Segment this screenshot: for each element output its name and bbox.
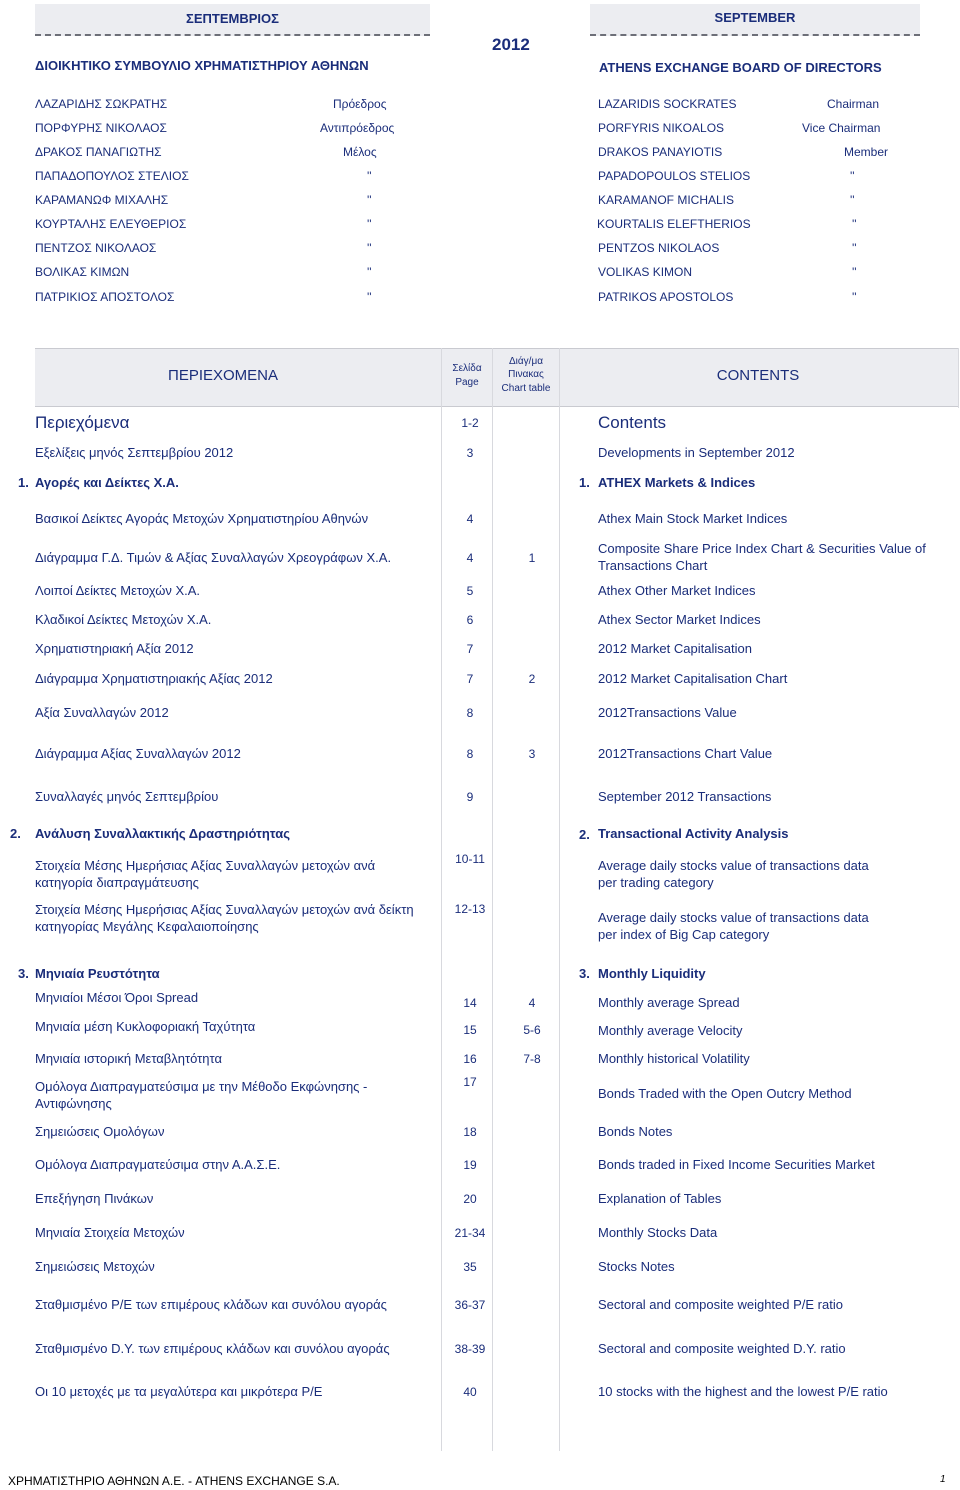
toc-row-gr: Στοιχεία Μέσης Ημερήσιας Αξίας Συναλλαγών μετοχών ανά κατηγορία διαπραγμάτευσης — [35, 858, 376, 890]
board-name-en: DRAKOS PANAYIOTIS — [598, 145, 723, 159]
board-role-en: Vice Chairman — [802, 121, 881, 135]
board-role-gr: Μέλος — [343, 145, 377, 159]
toc-row-chart: 5-6 — [523, 1023, 541, 1037]
board-role-en: Chairman — [827, 97, 880, 111]
toc-row-page: 16 — [463, 1052, 477, 1066]
board-name-gr: ΚΑΡΑΜΑΝΩΦ ΜΙΧΑΛΗΣ — [35, 193, 169, 207]
board-role-en: '' — [850, 193, 855, 207]
toc-row-gr: Ομόλογα Διαπραγματεύσιμα με την Μέθοδο Εκφώνησης - Αντιφώνησης — [35, 1079, 368, 1111]
section-title-gr: Αγορές και Δείκτες Χ.Α. — [35, 475, 179, 490]
toc-title-gr: ΠΕΡΙΕΧΟΜΕΝΑ — [167, 367, 279, 384]
toc-row-gr: Μηνιαία μέση Κυκλοφοριακή Ταχύτητα — [35, 1019, 256, 1034]
toc-row-gr: Αξία Συναλλαγών 2012 — [35, 705, 169, 720]
board-role-gr: '' — [367, 241, 372, 255]
toc-row-en: Composite Share Price Index Chart & Securities Value of Transactions Chart — [598, 541, 926, 573]
toc-row-en: Monthly historical Volatility — [598, 1051, 750, 1066]
toc-row-gr: Μηνιαίοι Μέσοι Όροι Spread — [35, 990, 199, 1005]
toc-row-gr: Βασικοί Δείκτες Αγοράς Μετοχών Χρηματιστηρίου Αθηνών — [35, 511, 369, 526]
toc-title-en: CONTENTS — [716, 367, 800, 384]
section-title-en: ATHEX Markets & Indices — [598, 475, 756, 490]
toc-row-chart: 2 — [528, 672, 536, 686]
toc-row-page: 14 — [463, 996, 477, 1010]
board-name-gr: ΠΕΝΤΖΟΣ ΝΙΚΟΛΑΟΣ — [35, 241, 157, 255]
toc-row-gr: Σημειώσεις Ομολόγων — [35, 1124, 165, 1139]
toc-row-en: Monthly average Spread — [598, 995, 740, 1010]
board-name-en: PORFYRIS NIKOALOS — [598, 121, 725, 135]
toc-row-page: 8 — [466, 747, 474, 761]
toc-dev-page: 3 — [466, 446, 474, 460]
board-role-gr: Αντιπρόεδρος — [320, 121, 395, 135]
toc-dev-gr: Εξελίξεις μηνός Σεπτεμβρίου 2012 — [35, 445, 234, 460]
toc-contents-en: Contents — [598, 413, 667, 432]
toc-row-en: Average daily stocks value of transactions data per trading category — [598, 858, 869, 890]
toc-row-page: 4 — [466, 551, 474, 565]
board-name-en: VOLIKAS KIMON — [598, 265, 693, 279]
toc-grid-line — [958, 348, 959, 408]
board-name-gr: ΔΡΑΚΟΣ ΠΑΝΑΓΙΩΤΗΣ — [35, 145, 162, 159]
toc-row-en: 2012 Market Capitalisation Chart — [598, 671, 788, 686]
board-role-gr: '' — [367, 193, 372, 207]
board-role-gr: Πρόεδρος — [333, 97, 387, 111]
toc-row-page: 10-11 — [455, 852, 485, 866]
toc-row-gr: Σταθμισμένο P/E των επιμέρους κλάδων και συνόλου αγοράς — [35, 1297, 387, 1312]
section-number-en: 3. — [579, 966, 590, 981]
toc-row-page: 36-37 — [454, 1298, 486, 1312]
toc-row-en: Sectoral and composite weighted D.Y. ratio — [598, 1341, 846, 1356]
month-header-en — [590, 4, 920, 36]
board-name-gr: ΚΟΥΡΤΑΛΗΣ ΕΛΕΥΘΕΡΙΟΣ — [35, 217, 187, 231]
toc-row-page: 17 — [463, 1075, 477, 1089]
toc-row-en: Athex Sector Market Indices — [598, 612, 761, 627]
toc-row-page: 38-39 — [454, 1342, 486, 1356]
toc-contents-page: 1-2 — [461, 416, 479, 430]
toc-row-en: Average daily stocks value of transactions data per index of Big Cap category — [598, 910, 869, 942]
toc-row-gr: Διάγραμμα Αξίας Συναλλαγών 2012 — [35, 746, 241, 761]
board-name-gr: ΠΑΤΡΙΚΙΟΣ ΑΠΟΣΤΟΛΟΣ — [35, 290, 175, 304]
toc-row-en: Athex Other Market Indices — [598, 583, 756, 598]
toc-row-en: 2012Transactions Chart Value — [598, 746, 773, 761]
toc-row-gr: Μηνιαία ιστορική Μεταβλητότητα — [35, 1051, 223, 1066]
section-title-en: Monthly Liquidity — [598, 966, 706, 981]
board-name-en: PATRIKOS APOSTOLOS — [598, 290, 734, 304]
board-role-gr: '' — [367, 290, 372, 304]
section-number-en: 1. — [579, 475, 590, 490]
toc-row-chart: 7-8 — [523, 1052, 541, 1066]
toc-row-chart: 3 — [528, 747, 536, 761]
board-role-en: Member — [844, 145, 889, 159]
section-number-gr: 2. — [10, 826, 21, 841]
toc-chart-label-en: Chart table — [501, 383, 551, 394]
board-name-gr: ΠΟΡΦΥΡΗΣ ΝΙΚΟΛΑΟΣ — [35, 121, 167, 135]
toc-row-en: Monthly Stocks Data — [598, 1225, 718, 1240]
toc-row-en: Bonds Notes — [598, 1124, 673, 1139]
toc-row-en: 10 stocks with the highest and the lowest P/E ratio — [598, 1384, 888, 1399]
footer-text: ΧΡΗΜΑΤΙΣΤΗΡΙΟ ΑΘΗΝΩΝ Α.Ε. - ATHENS EXCHANGE S.A. — [8, 1474, 340, 1488]
toc-row-en: Explanation of Tables — [598, 1191, 722, 1206]
section-number-en: 2. — [579, 827, 590, 842]
toc-row-en: Sectoral and composite weighted P/E ratio — [598, 1297, 843, 1312]
toc-row-gr: Σταθμισμένο D.Y. των επιμέρους κλάδων και συνόλου αγοράς — [35, 1341, 390, 1356]
toc-page-label-gr: Σελίδα — [452, 363, 482, 374]
board-role-gr: '' — [367, 265, 372, 279]
toc-row-gr: Σημειώσεις Μετοχών — [35, 1259, 155, 1274]
toc-row-en: Athex Main Stock Market Indices — [598, 511, 788, 526]
toc-row-page: 6 — [466, 613, 474, 627]
board-name-en: PENTZOS NIKOLAOS — [598, 241, 720, 255]
toc-row-en: 2012 Market Capitalisation — [598, 641, 752, 656]
toc-row-chart: 4 — [528, 996, 536, 1010]
toc-row-page: 15 — [463, 1023, 477, 1037]
toc-row-gr: Διάγραμμα Χρηματιστηριακής Αξίας 2012 — [35, 671, 273, 686]
toc-row-page: 19 — [463, 1158, 477, 1172]
board-role-en: '' — [852, 265, 857, 279]
toc-chart-label-gr: Διάγ/μα — [508, 356, 543, 367]
toc-row-gr: Χρηματιστηριακή Αξία 2012 — [35, 641, 194, 656]
section-title-gr: Ανάλυση Συναλλακτικής Δραστηριότητας — [35, 826, 290, 841]
board-title-gr: ΔΙΟΙΚΗΤΙΚΟ ΣΥΜΒΟΥΛΙΟ ΧΡΗΜΑΤΙΣΤΗΡΙΟΥ ΑΘΗΝΩΝ — [35, 58, 369, 73]
toc-row-en: Bonds traded in Fixed Income Securities Market — [598, 1157, 875, 1172]
board-role-en: '' — [852, 290, 857, 304]
toc-row-page: 20 — [463, 1192, 477, 1206]
toc-page-label-en: Page — [455, 377, 479, 388]
toc-row-page: 5 — [466, 584, 474, 598]
board-title-en: ATHENS EXCHANGE BOARD OF DIRECTORS — [599, 60, 882, 75]
toc-row-chart: 1 — [528, 551, 536, 565]
board-name-en: LAZARIDIS SOCKRATES — [598, 97, 737, 111]
report-year: 2012 — [492, 35, 530, 54]
toc-row-page: 35 — [463, 1260, 477, 1274]
board-role-en: '' — [850, 169, 855, 183]
board-role-gr: '' — [367, 217, 372, 231]
toc-row-gr: Κλαδικοί Δείκτες Μετοχών Χ.Α. — [35, 612, 212, 627]
board-name-gr: ΒΟΛΙΚΑΣ ΚΙΜΩΝ — [35, 265, 130, 279]
toc-row-page: 9 — [466, 790, 474, 804]
board-name-gr: ΛΑΖΑΡΙΔΗΣ ΣΩΚΡΑΤΗΣ — [35, 97, 168, 111]
toc-row-page: 7 — [466, 672, 474, 686]
toc-row-gr: Διάγραμμα Γ.Δ. Τιμών & Αξίας Συναλλαγών Χρεογράφων Χ.Α. — [35, 550, 392, 565]
toc-row-gr: Συναλλαγές μηνός Σεπτεμβρίου — [35, 789, 219, 804]
toc-contents-gr: Περιεχόμενα — [35, 413, 130, 432]
toc-row-gr: Λοιποί Δείκτες Μετοχών Χ.Α. — [35, 583, 201, 598]
board-name-gr: ΠΑΠΑΔΟΠΟΥΛΟΣ ΣΤΕΛΙΟΣ — [35, 169, 189, 183]
toc-dev-en: Developments in September 2012 — [598, 445, 795, 460]
toc-row-gr: Οι 10 μετοχές με τα μεγαλύτερα και μικρότερα P/E — [35, 1384, 323, 1399]
toc-row-page: 40 — [463, 1385, 477, 1399]
toc-row-page: 4 — [466, 512, 474, 526]
page-number: 1 — [940, 1474, 946, 1485]
toc-row-en: Stocks Notes — [598, 1259, 675, 1274]
toc-row-page: 7 — [466, 642, 474, 656]
section-title-en: Transactional Activity Analysis — [598, 826, 789, 841]
toc-row-gr: Στοιχεία Μέσης Ημερήσιας Αξίας Συναλλαγών μετοχών ανά δείκτη κατηγορίας Μεγάλης Κεφαλαιοποίησης — [35, 902, 414, 934]
toc-row-en: Monthly average Velocity — [598, 1023, 743, 1038]
toc-row-en: 2012Transactions Value — [598, 705, 737, 720]
toc-chart-label-gr2: Πινακας — [508, 369, 544, 380]
month-header-gr — [35, 4, 430, 36]
board-role-en: '' — [852, 217, 857, 231]
toc-grid-line — [559, 348, 560, 1451]
board-name-en: PAPADOPOULOS STELIOS — [598, 169, 751, 183]
toc-row-page: 8 — [466, 706, 474, 720]
toc-row-gr: Ομόλογα Διαπραγματεύσιμα στην Α.Α.Σ.Ε. — [35, 1157, 281, 1172]
toc-row-gr: Επεξήγηση Πινάκων — [35, 1191, 154, 1206]
toc-row-en: Bonds Traded with the Open Outcry Method — [598, 1086, 852, 1101]
section-title-gr: Μηνιαία Ρευστότητα — [35, 966, 160, 981]
board-role-gr: '' — [367, 169, 372, 183]
toc-row-page: 12-13 — [454, 902, 486, 916]
board-name-en: KARAMANOF MICHALIS — [598, 193, 735, 207]
toc-row-gr: Μηνιαία Στοιχεία Μετοχών — [35, 1225, 185, 1240]
section-number-gr: 3. — [18, 966, 29, 981]
toc-row-page: 18 — [463, 1125, 477, 1139]
section-number-gr: 1. — [18, 475, 29, 490]
toc-row-en: September 2012 Transactions — [598, 789, 772, 804]
board-role-en: '' — [852, 241, 857, 255]
board-name-en: KOURTALIS ELEFTHERIOS — [597, 217, 751, 231]
month-gr: ΣΕΠΤΕΜΒΡΙΟΣ — [186, 11, 279, 26]
toc-row-page: 21-34 — [454, 1226, 486, 1240]
month-en: SEPTEMBER — [714, 10, 796, 25]
